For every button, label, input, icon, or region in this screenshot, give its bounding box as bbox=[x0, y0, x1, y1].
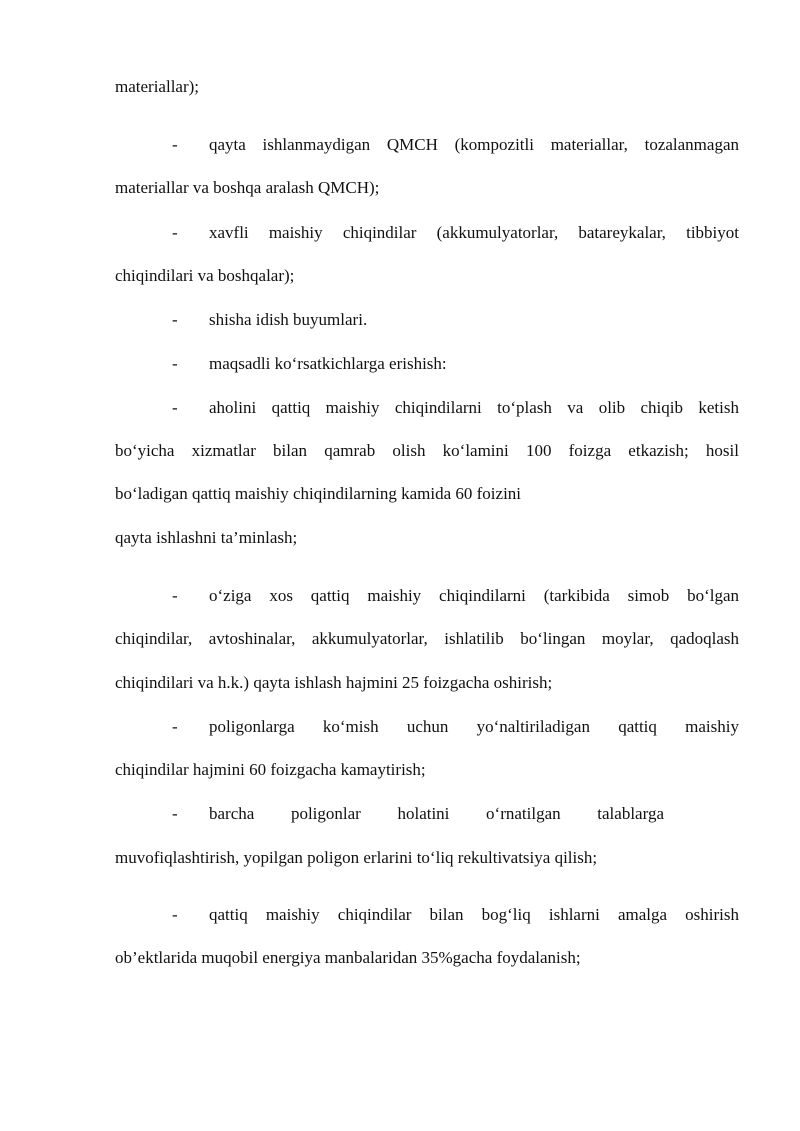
list-item-line: xavfli maishiy chiqindilar (akkumulyatorlar, batareykalar, tibbiyot bbox=[209, 223, 739, 242]
list-dash: - bbox=[172, 135, 178, 154]
list-dash: - bbox=[172, 586, 178, 605]
text-line: boʻyicha xizmatlar bilan qamrab olish koʻlamini 100 foizga etkazish; hosil bbox=[115, 441, 739, 460]
list-item-line: poligonlarga koʻmish uchun yoʻnaltiriladigan qattiq maishiy bbox=[209, 717, 739, 736]
text-line: chiqindilar hajmini 60 foizgacha kamaytirish; bbox=[115, 760, 426, 779]
text-line: materiallar va boshqa aralash QMCH); bbox=[115, 178, 380, 197]
text-line: ob’ektlarida muqobil energiya manbalaridan 35%gacha foydalanish; bbox=[115, 948, 581, 967]
list-item-line: aholini qattiq maishiy chiqindilarni toʻplash va olib chiqib ketish bbox=[209, 398, 739, 417]
list-dash: - bbox=[172, 310, 178, 329]
text-line: qayta ishlashni ta’minlash; bbox=[115, 528, 298, 547]
list-item-line: qayta ishlanmaydigan QMCH (kompozitli materiallar, tozalanmagan bbox=[209, 135, 739, 154]
list-item-line: maqsadli koʻrsatkichlarga erishish: bbox=[209, 354, 447, 373]
text-line: chiqindilar, avtoshinalar, akkumulyatorlar, ishlatilib boʻlingan moylar, qadoqlash bbox=[115, 629, 739, 648]
list-item-line: barcha poligonlar holatini oʻrnatilgan talablarga bbox=[209, 804, 664, 823]
list-dash: - bbox=[172, 717, 178, 736]
text-line: materiallar); bbox=[115, 77, 200, 96]
list-item-line: shisha idish buyumlari. bbox=[209, 310, 368, 329]
text-line: chiqindilari va h.k.) qayta ishlash hajmini 25 foizgacha oshirish; bbox=[115, 673, 553, 692]
text-line: chiqindilari va boshqalar); bbox=[115, 266, 295, 285]
list-item-line: qattiq maishiy chiqindilar bilan bogʻliq ishlarni amalga oshirish bbox=[209, 905, 739, 924]
list-dash: - bbox=[172, 223, 178, 242]
text-line: muvofiqlashtirish, yopilgan poligon erlarini toʻliq rekultivatsiya qilish; bbox=[115, 848, 598, 867]
list-dash: - bbox=[172, 354, 178, 373]
text-line: boʻladigan qattiq maishiy chiqindilarning kamida 60 foizini bbox=[115, 484, 522, 503]
list-dash: - bbox=[172, 804, 178, 823]
list-dash: - bbox=[172, 398, 178, 417]
list-dash: - bbox=[172, 905, 178, 924]
list-item-line: oʻziga xos qattiq maishiy chiqindilarni (tarkibida simob boʻlgan bbox=[209, 586, 739, 605]
